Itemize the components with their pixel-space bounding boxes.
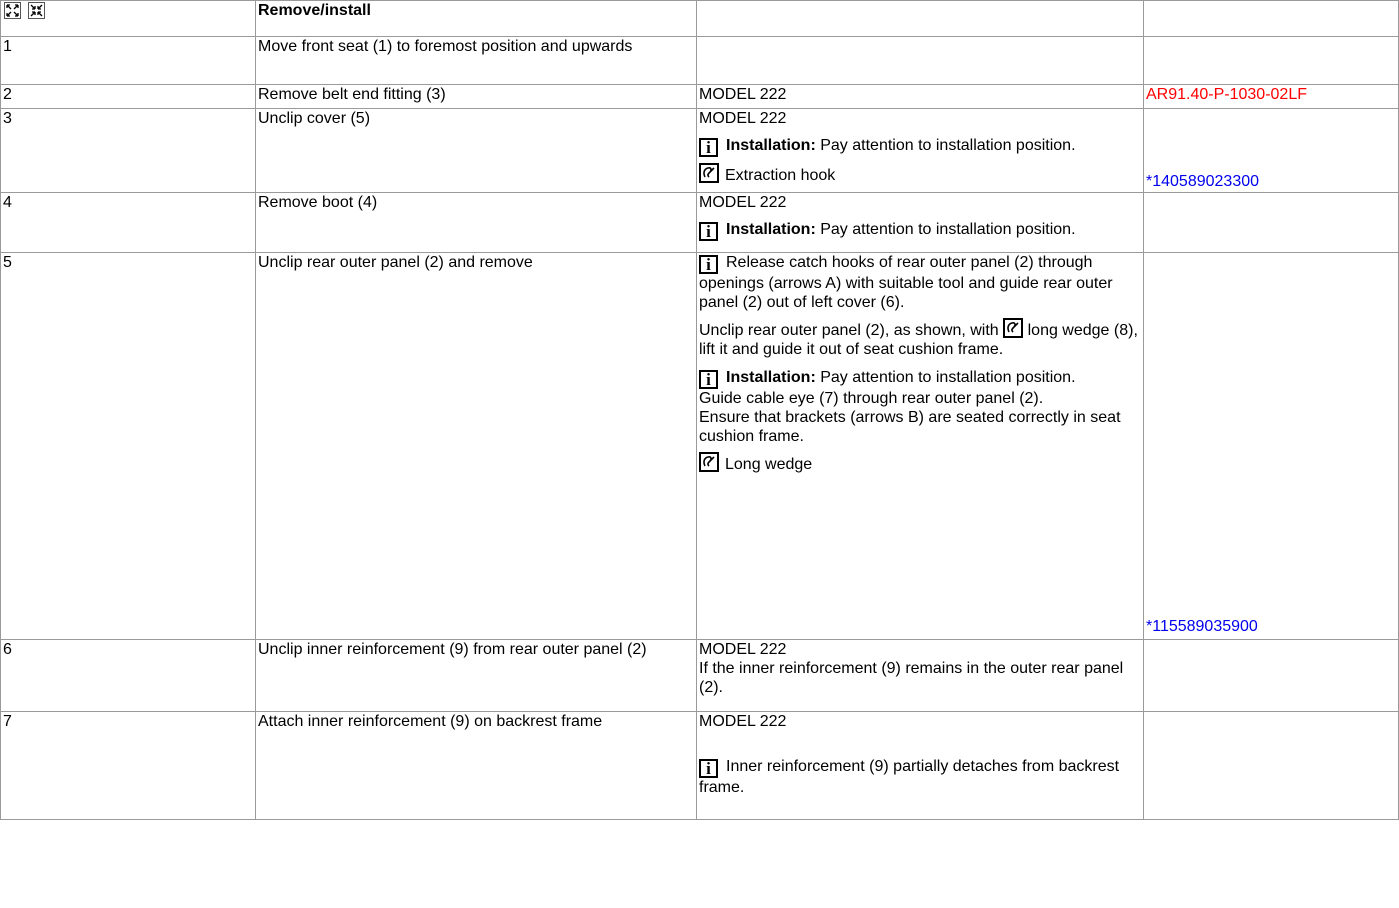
step-ref-cell — [1144, 85, 1399, 109]
step-action: Unclip cover (5) — [256, 109, 697, 193]
step-number: 5 — [1, 253, 256, 640]
installation-note — [699, 136, 1141, 157]
info-box-icon: i — [699, 370, 718, 389]
step-number: 6 — [1, 640, 256, 712]
model-label: MODEL 222 — [699, 110, 787, 127]
header-controls-cell — [1, 1, 256, 37]
step-detail-cell — [697, 109, 1144, 193]
tool-label: Extraction hook — [725, 167, 836, 184]
step-ref-cell — [1144, 109, 1399, 193]
header-empty-cell — [697, 1, 1144, 37]
step-row — [1, 253, 1399, 640]
special-tool-icon — [699, 452, 719, 472]
collapse-all-icon[interactable] — [28, 2, 45, 19]
step-number: 7 — [1, 712, 256, 820]
step-detail-text: If the inner reinforcement (9) remains in the outer rear panel (2). — [699, 660, 1124, 696]
step-detail-cell — [697, 253, 1144, 640]
special-tool-icon — [699, 163, 719, 183]
header-title: Remove/install — [256, 1, 697, 37]
step-action: Remove boot (4) — [256, 193, 697, 253]
info-box-icon: i — [699, 759, 718, 778]
step-detail-cell — [697, 640, 1144, 712]
note-label: Installation: — [726, 369, 816, 386]
step-row — [1, 85, 1399, 109]
installation-note — [699, 220, 1141, 241]
step-action: Attach inner reinforcement (9) on backrest frame — [256, 712, 697, 820]
step-detail-cell — [697, 193, 1144, 253]
expand-all-icon[interactable] — [4, 2, 21, 19]
model-label: MODEL 222 — [699, 713, 787, 730]
step-row — [1, 109, 1399, 193]
tool-part-number-link[interactable]: *115589035900 — [1146, 618, 1258, 635]
step-row — [1, 193, 1399, 253]
tool-line — [699, 163, 1141, 185]
instruction-text: long wedge (8), lift it and guide it out of seat cushion frame. — [699, 322, 1138, 358]
header-empty-cell — [1144, 1, 1399, 37]
step-number: 2 — [1, 85, 256, 109]
step-detail-cell — [697, 37, 1144, 85]
tool-label: Long wedge — [725, 456, 813, 473]
step-number: 3 — [1, 109, 256, 193]
special-tool-icon — [1003, 318, 1023, 338]
step-row — [1, 712, 1399, 820]
step-row — [1, 37, 1399, 85]
note-label: Installation: — [726, 137, 816, 154]
info-text: Release catch hooks of rear outer panel (2) through openings (arrows A) with suitable tool and guide rear outer panel (2) out of left cover (6). — [699, 254, 1113, 311]
step-number: 1 — [1, 37, 256, 85]
model-label: MODEL 222 — [697, 85, 1144, 109]
tool-part-number-link[interactable]: *140589023300 — [1146, 173, 1260, 190]
info-box-icon: i — [699, 255, 718, 274]
instruction-text: Unclip rear outer panel (2), as shown, with — [699, 322, 999, 339]
step-ref-cell — [1144, 712, 1399, 820]
info-box-icon: i — [699, 138, 718, 157]
step-ref-cell — [1144, 253, 1399, 640]
step-detail-cell — [697, 712, 1144, 820]
guide-instruction: Guide cable eye (7) through rear outer panel (2). — [699, 390, 1044, 407]
note-text: Pay attention to installation position. — [820, 137, 1076, 154]
info-text: Inner reinforcement (9) partially detaches from backrest frame. — [699, 758, 1120, 796]
tool-line — [699, 452, 1141, 474]
step-action: Move front seat (1) to foremost position and upwards — [256, 37, 697, 85]
step-ref-cell — [1144, 37, 1399, 85]
note-text: Pay attention to installation position. — [820, 369, 1076, 386]
info-box-icon: i — [699, 222, 718, 241]
ar-reference-link[interactable]: AR91.40-P-1030-02LF — [1146, 86, 1307, 103]
step-ref-cell — [1144, 193, 1399, 253]
installation-note — [699, 368, 1141, 389]
note-text: Pay attention to installation position. — [820, 221, 1076, 238]
step-action: Remove belt end fitting (3) — [256, 85, 697, 109]
step-ref-cell — [1144, 640, 1399, 712]
note-label: Installation: — [726, 221, 816, 238]
step-number: 4 — [1, 193, 256, 253]
unclip-instruction — [699, 318, 1141, 359]
header-row — [1, 1, 1399, 37]
step-row — [1, 640, 1399, 712]
info-note — [699, 757, 1141, 797]
model-label: MODEL 222 — [699, 641, 787, 658]
step-action: Unclip inner reinforcement (9) from rear outer panel (2) — [256, 640, 697, 712]
model-label: MODEL 222 — [699, 194, 787, 211]
info-note — [699, 253, 1141, 312]
ensure-instruction: Ensure that brackets (arrows B) are seated correctly in seat cushion frame. — [699, 409, 1121, 445]
step-action: Unclip rear outer panel (2) and remove — [256, 253, 697, 640]
